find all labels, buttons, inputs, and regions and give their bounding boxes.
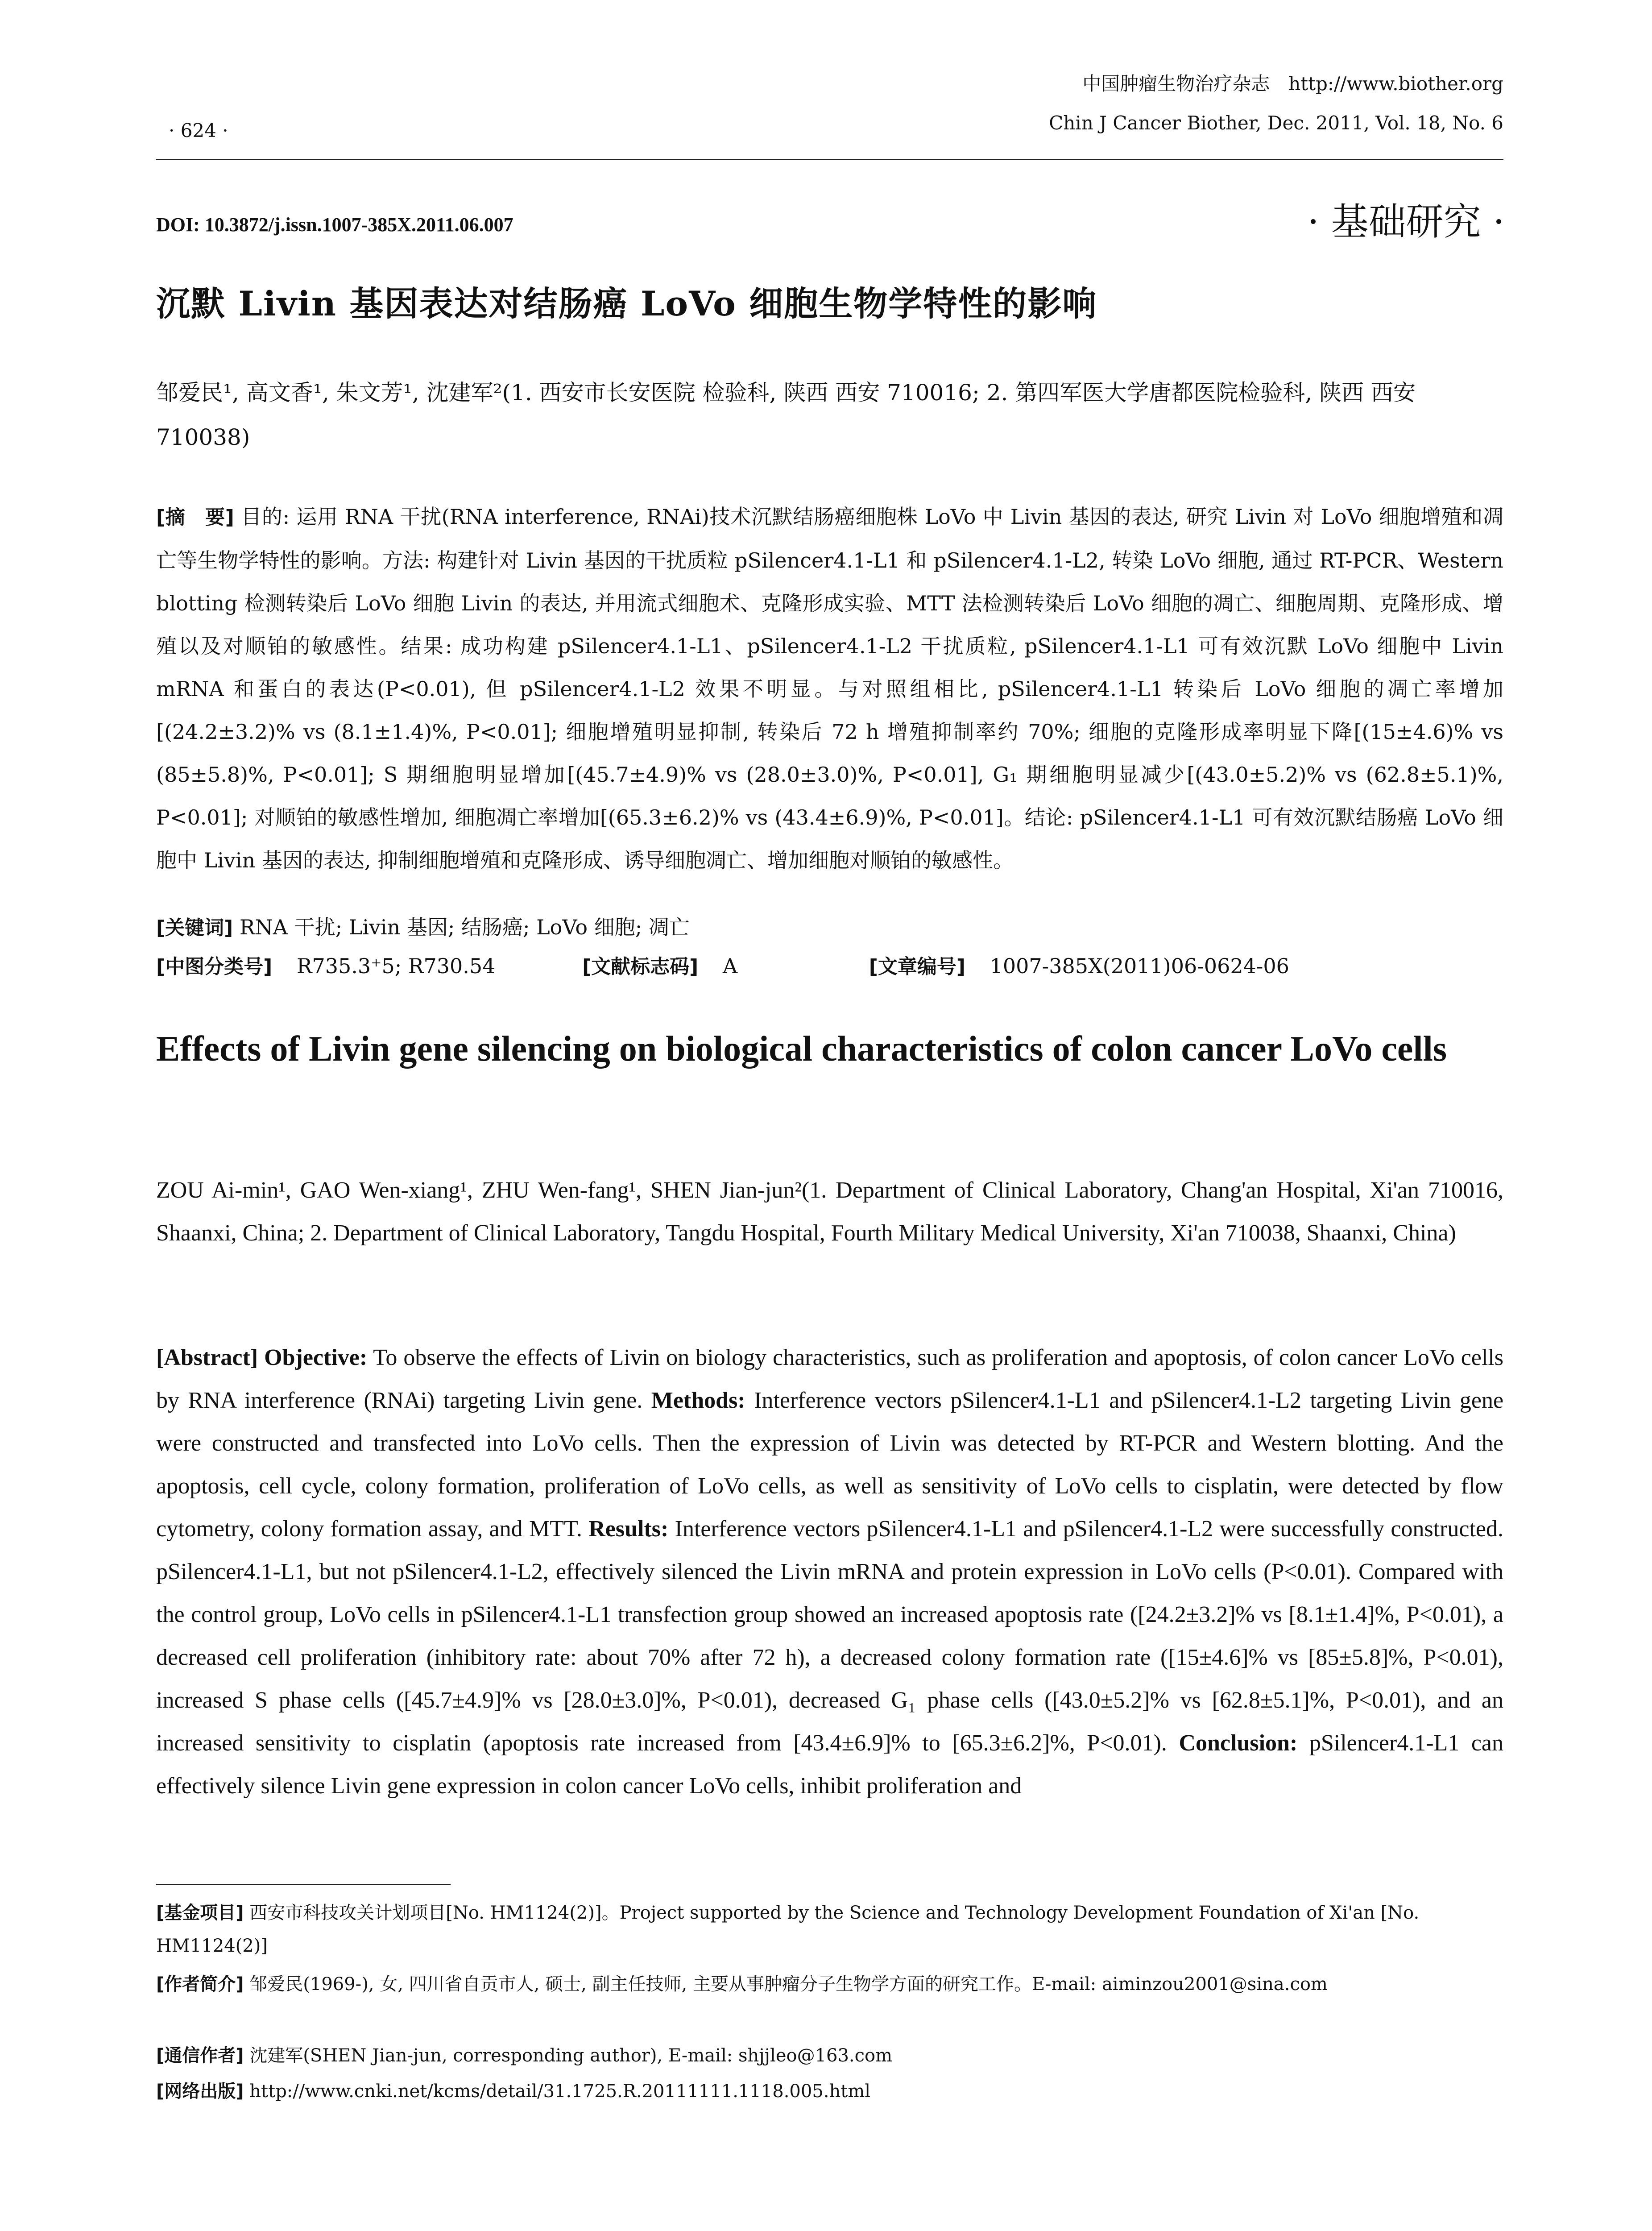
fund-text: 西安市科技攻关计划项目[No. HM1124(2)]。Project supported by the Science and Technology Development Foundation of Xi'an [No. HM1124(2)] bbox=[156, 1903, 1420, 1956]
title-cn: 沉默 Livin 基因表达对结肠癌 LoVo 细胞生物学特性的影响 bbox=[156, 284, 1097, 323]
classification-row bbox=[156, 950, 1289, 979]
fund-label: [基金项目] bbox=[156, 1903, 244, 1923]
abstract-cn-text: 目的: 运用 RNA 干扰(RNA interference, RNAi)技术沉默结肠癌细胞株 LoVo 中 Livin 基因的表达, 研究 Livin 对 LoVo 细胞增殖和凋亡等生物学特性的影响。方法: 构建针对 Livin 基因的干扰质粒 pSilencer4.1-L1 和 pSilencer4.1-L2, 转染 LoVo 细胞, 通过 RT-PCR、Western blotting 检测转染后 LoVo 细胞 Livin 的表达, 并用流式细胞术、克隆形成实验、MTT 法检测转染后 LoVo 细胞的凋亡、细胞周期、克隆形成、增殖以及对顺铂的敏感性。结果: 成功构建 pSilencer4.1-L1、pSilencer4.1-L2 干扰质粒, pSilencer4.1-L1 可有效沉默 LoVo 细胞中 Livin mRNA 和蛋白的表达(P<0.01), 但 pSilencer4.1-L2 效果不明显。与对照组相比, pSilencer4.1-L1 转染后 LoVo 细胞的凋亡率增加[(24.2±3.2)% vs (8.1±1.4)%, P<0.01]; 细胞增殖明显抑制, 转染后 72 h 增殖抑制率约 70%; 细胞的克隆形成率明显下降[(15±4.6)% vs (85±5.8)%, P<0.01]; S 期细胞明显增加[(45.7±4.9)% vs (28.0±3.0)%, P<0.01], G₁ 期细胞明显减少[(43.0±5.2)% vs (62.8±5.1)%, P<0.01]; 对顺铂的敏感性增加, 细胞凋亡率增加[(65.3±6.2)% vs (43.4±6.9)%, P<0.01]。结论: pSilencer4.1-L1 可有效沉默结肠癌 LoVo 细胞中 Livin 基因的表达, 抑制细胞增殖和克隆形成、诱导细胞凋亡、增加细胞对顺铂的敏感性。 bbox=[156, 505, 1504, 872]
section-label: · 基础研究 · bbox=[1307, 200, 1505, 244]
abstract-cn-label: [摘 要] bbox=[156, 506, 234, 529]
article-no-label: [文章编号] bbox=[869, 955, 965, 978]
clc-label: [中图分类号] bbox=[156, 955, 273, 978]
abstract-en bbox=[156, 1336, 1503, 1808]
conclusion-text: pSilencer4.1-L1 can effectively silence Livin gene expression in colon cancer LoVo cells, inhibit proliferation and bbox=[156, 1730, 1504, 1799]
online-url[interactable]: http://www.cnki.net/kcms/detail/31.1725.R.20111111.1118.005.html bbox=[249, 2081, 871, 2102]
authors-en: ZOU Ai-min¹, GAO Wen-xiang¹, ZHU Wen-fang¹, SHEN Jian-jun²(1. Department of Clinical Laboratory, Chang'an Hospital, Xi'an 710016, Shaanxi, China; 2. Department of Clinical Laboratory, Tangdu Hospital, Fourth Military Medical University, Xi'an 710038, Shaanxi, China) bbox=[156, 1178, 1503, 1246]
author-intro-text: 邹爱民(1969-), 女, 四川省自贡市人, 硕士, 副主任技师, 主要从事肿瘤分子生物学方面的研究工作。E-mail: aiminzou2001@sina.com bbox=[249, 1974, 1328, 1995]
journal-header-cn: 中国肿瘤生物治疗杂志 http://www.biother.org bbox=[1082, 73, 1503, 95]
footnote-fund bbox=[156, 1896, 1503, 1962]
doc-code-label: [文献标志码] bbox=[582, 955, 699, 978]
methods-label: Methods: bbox=[651, 1388, 745, 1413]
keywords-cn-label: [关键词] bbox=[156, 916, 233, 939]
article-no-value: 1007-385X(2011)06-0624-06 bbox=[990, 954, 1289, 978]
title-en: Effects of Livin gene silencing on biological characteristics of colon cancer LoVo cells bbox=[156, 1029, 1447, 1069]
corresponding-label: [通信作者] bbox=[156, 2045, 244, 2066]
abstract-cn bbox=[156, 495, 1503, 882]
footnote-rule bbox=[156, 1884, 451, 1885]
results-label: Results: bbox=[588, 1516, 669, 1542]
results-text: Interference vectors pSilencer4.1-L1 and pSilencer4.1-L2 were successfully constructed. pSilencer4.1-L1, but not pSilencer4.1-L2, effectively silenced the Livin mRNA and protein expression in LoVo cells (P<0.01). Compared with the control group, LoVo cells in pSilencer4.1-L1 transfection group showed an increased apoptosis rate ([24.2±3.2]% vs [8.1±1.4]%, P<0.01), a decreased cell proliferation (inhibitory rate: about 70% after 72 h), a decreased colony formation rate ([15±4.6]% vs [85±5.8]%, P<0.01), increased S phase cells ([45.7±4.9]% vs [28.0±3.0]%, P<0.01), decreased G₁ phase cells ([43.0±5.2]% vs [62.8±5.1]%, P<0.01), and an increased sensitivity to cisplatin (apoptosis rate increased from [43.4±6.9]% to [65.3±6.2]%, P<0.01). bbox=[156, 1516, 1504, 1756]
page-number: · 624 · bbox=[169, 120, 228, 141]
footnote-online bbox=[156, 2075, 1503, 2108]
clc-value: R735.3⁺5; R730.54 bbox=[296, 954, 496, 978]
keywords-cn bbox=[156, 906, 1503, 950]
doc-code-value: A bbox=[722, 954, 738, 978]
footnote-author bbox=[156, 1968, 1503, 2001]
conclusion-label: Conclusion: bbox=[1179, 1730, 1298, 1756]
footnote-corresponding bbox=[156, 2039, 1503, 2072]
objective-label: Objective: bbox=[264, 1345, 368, 1370]
author-intro-label: [作者简介] bbox=[156, 1974, 244, 1995]
online-label: [网络出版] bbox=[156, 2081, 244, 2102]
journal-header-en: Chin J Cancer Biother, Dec. 2011, Vol. 18, No. 6 bbox=[1049, 112, 1503, 134]
methods-text: Interference vectors pSilencer4.1-L1 and pSilencer4.1-L2 targeting Livin gene were constructed and transfected into LoVo cells. Then the expression of Livin was detected by RT-PCR and Western blotting. And the apoptosis, cell cycle, colony formation, proliferation of LoVo cells, as well as sensitivity of LoVo cells to cisplatin, were detected by flow cytometry, colony formation assay, and MTT. bbox=[156, 1388, 1504, 1542]
objective-text: To observe the effects of Livin on biology characteristics, such as proliferation and apoptosis, of colon cancer LoVo cells by RNA interference (RNAi) targeting Livin gene. bbox=[156, 1345, 1504, 1413]
abstract-en-label: [Abstract] bbox=[156, 1345, 258, 1370]
header-rule bbox=[156, 159, 1503, 160]
authors-cn: 邹爱民¹, 高文香¹, 朱文芳¹, 沈建军²(1. 西安市长安医院 检验科, 陕西 西安 710016; 2. 第四军医大学唐都医院检验科, 陕西 西安 710038) bbox=[156, 380, 1416, 450]
keywords-cn-text: RNA 干扰; Livin 基因; 结肠癌; LoVo 细胞; 凋亡 bbox=[239, 915, 690, 939]
corresponding-text: 沈建军(SHEN Jian-jun, corresponding author), E-mail: shjjleo@163.com bbox=[249, 2045, 893, 2066]
doi[interactable]: DOI: 10.3872/j.issn.1007-385X.2011.06.007 bbox=[156, 214, 513, 236]
